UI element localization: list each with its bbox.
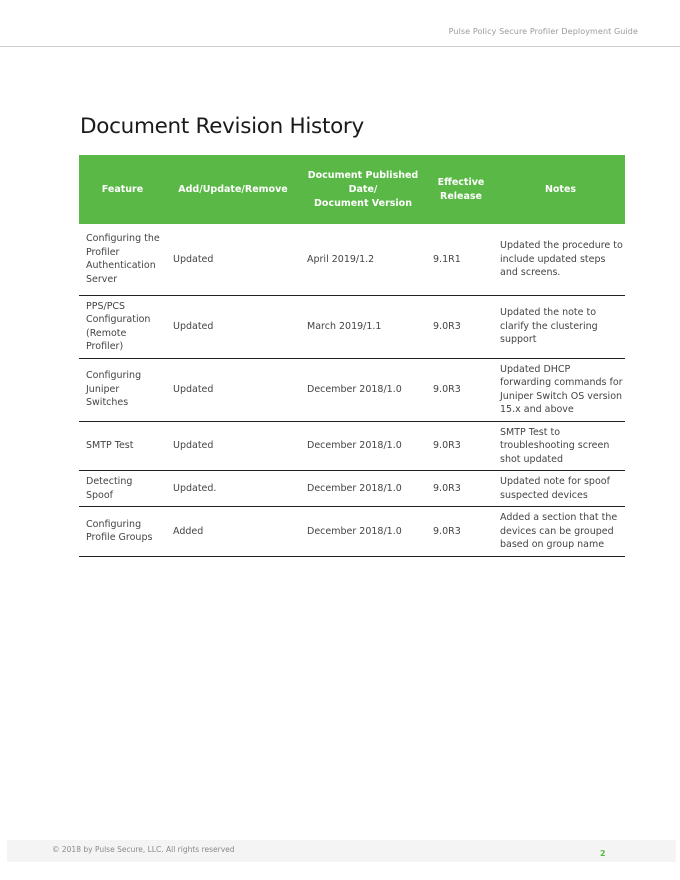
- cell-notes: Updated DHCP forwarding commands for Juniper Switch OS version 15.x and above: [496, 358, 625, 421]
- cell-release: 9.0R3: [426, 507, 496, 557]
- page-header: [0, 0, 680, 47]
- cell-release: 9.0R3: [426, 358, 496, 421]
- cell-release: 9.1R1: [426, 224, 496, 295]
- page-footer: [7, 840, 676, 862]
- cell-feature: Configuring Juniper Switches: [79, 358, 166, 421]
- cell-action: Updated: [166, 295, 300, 358]
- cell-action: Updated: [166, 358, 300, 421]
- cell-date-version: December 2018/1.0: [300, 421, 426, 471]
- table-row: [79, 421, 625, 471]
- header-notes: Notes: [496, 155, 625, 224]
- cell-release: 9.0R3: [426, 421, 496, 471]
- cell-action: Updated: [166, 224, 300, 295]
- cell-notes: SMTP Test to troubleshooting screen shot updated: [496, 421, 625, 471]
- header-add-update-remove: Add/Update/Remove: [166, 155, 300, 224]
- cell-feature: Configuring Profile Groups: [79, 507, 166, 557]
- cell-action: Added: [166, 507, 300, 557]
- header-title: Pulse Policy Secure Profiler Deployment Guide: [448, 27, 638, 36]
- table-row: [79, 295, 625, 358]
- cell-feature: SMTP Test: [79, 421, 166, 471]
- cell-date-version: December 2018/1.0: [300, 507, 426, 557]
- cell-notes: Added a section that the devices can be grouped based on group name: [496, 507, 625, 557]
- cell-notes: Updated the procedure to include updated steps and screens.: [496, 224, 625, 295]
- page-number: 2: [600, 849, 606, 858]
- header-effective-release: Effective Release: [426, 155, 496, 224]
- cell-release: 9.0R3: [426, 295, 496, 358]
- table-row: [79, 471, 625, 507]
- footer-copyright: © 2018 by Pulse Secure, LLC. All rights reserved: [52, 845, 235, 854]
- cell-action: Updated: [166, 421, 300, 471]
- cell-date-version: December 2018/1.0: [300, 471, 426, 507]
- table-row: [79, 507, 625, 557]
- cell-feature: Configuring the Profiler Authentication Server: [79, 224, 166, 295]
- table-row: [79, 224, 625, 295]
- cell-feature: Detecting Spoof: [79, 471, 166, 507]
- cell-date-version: April 2019/1.2: [300, 224, 426, 295]
- header-document-published-date: Document Published Date/ Document Version: [300, 155, 426, 224]
- cell-date-version: March 2019/1.1: [300, 295, 426, 358]
- page-title: Document Revision History: [80, 114, 364, 139]
- cell-date-version: December 2018/1.0: [300, 358, 426, 421]
- header-feature: Feature: [79, 155, 166, 224]
- cell-notes: Updated note for spoof suspected devices: [496, 471, 625, 507]
- cell-action: Updated.: [166, 471, 300, 507]
- cell-notes: Updated the note to clarify the clustering support: [496, 295, 625, 358]
- table-header-row: [79, 155, 625, 224]
- revision-history-table: [79, 155, 625, 557]
- cell-release: 9.0R3: [426, 471, 496, 507]
- table-row: [79, 358, 625, 421]
- cell-feature: PPS/PCS Configuration (Remote Profiler): [79, 295, 166, 358]
